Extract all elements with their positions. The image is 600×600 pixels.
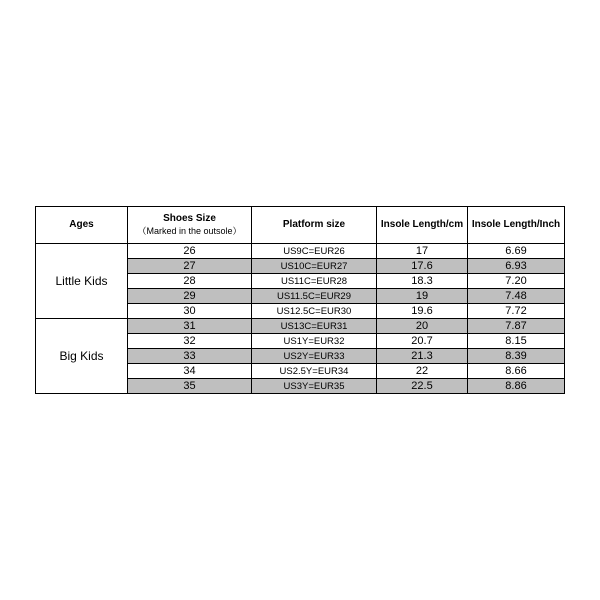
header-insole-cm: Insole Length/cm [377,207,468,244]
insole-cm-cell: 17 [377,244,468,259]
insole-inch-cell: 8.15 [468,334,565,349]
platform-size-cell: US9C=EUR26 [252,244,377,259]
insole-cm-cell: 20.7 [377,334,468,349]
shoe-size-cell: 33 [128,349,252,364]
age-group-label: Big Kids [36,319,128,394]
insole-cm-cell: 22 [377,364,468,379]
platform-size-cell: US11C=EUR28 [252,274,377,289]
shoe-size-cell: 26 [128,244,252,259]
insole-cm-cell: 18.3 [377,274,468,289]
shoe-size-cell: 31 [128,319,252,334]
insole-inch-cell: 8.66 [468,364,565,379]
platform-size-cell: US2Y=EUR33 [252,349,377,364]
shoe-size-cell: 27 [128,259,252,274]
insole-cm-cell: 19.6 [377,304,468,319]
insole-inch-cell: 6.69 [468,244,565,259]
insole-cm-cell: 19 [377,289,468,304]
shoe-size-cell: 34 [128,364,252,379]
header-shoes-size-label: Shoes Size [163,213,216,224]
header-shoes-size [128,207,252,244]
platform-size-cell: US3Y=EUR35 [252,379,377,394]
platform-size-cell: US11.5C=EUR29 [252,289,377,304]
insole-cm-cell: 21.3 [377,349,468,364]
insole-inch-cell: 7.72 [468,304,565,319]
shoe-size-cell: 32 [128,334,252,349]
shoe-size-cell: 35 [128,379,252,394]
insole-cm-cell: 17.6 [377,259,468,274]
insole-inch-cell: 8.39 [468,349,565,364]
header-platform-size: Platform size [252,207,377,244]
insole-inch-cell: 7.87 [468,319,565,334]
insole-inch-cell: 7.48 [468,289,565,304]
size-chart-table [35,206,565,394]
platform-size-cell: US12.5C=EUR30 [252,304,377,319]
platform-size-cell: US13C=EUR31 [252,319,377,334]
table-row [36,244,565,259]
header-ages: Ages [36,207,128,244]
shoe-size-cell: 29 [128,289,252,304]
shoe-size-cell: 28 [128,274,252,289]
insole-cm-cell: 20 [377,319,468,334]
platform-size-cell: US2.5Y=EUR34 [252,364,377,379]
insole-inch-cell: 6.93 [468,259,565,274]
table-row [36,319,565,334]
platform-size-cell: US10C=EUR27 [252,259,377,274]
age-group-label: Little Kids [36,244,128,319]
header-insole-inch: Insole Length/Inch [468,207,565,244]
platform-size-cell: US1Y=EUR32 [252,334,377,349]
insole-inch-cell: 8.86 [468,379,565,394]
insole-inch-cell: 7.20 [468,274,565,289]
shoe-size-cell: 30 [128,304,252,319]
insole-cm-cell: 22.5 [377,379,468,394]
header-shoes-size-note: （Marked in the outsole） [137,226,242,236]
header-row [36,207,565,244]
